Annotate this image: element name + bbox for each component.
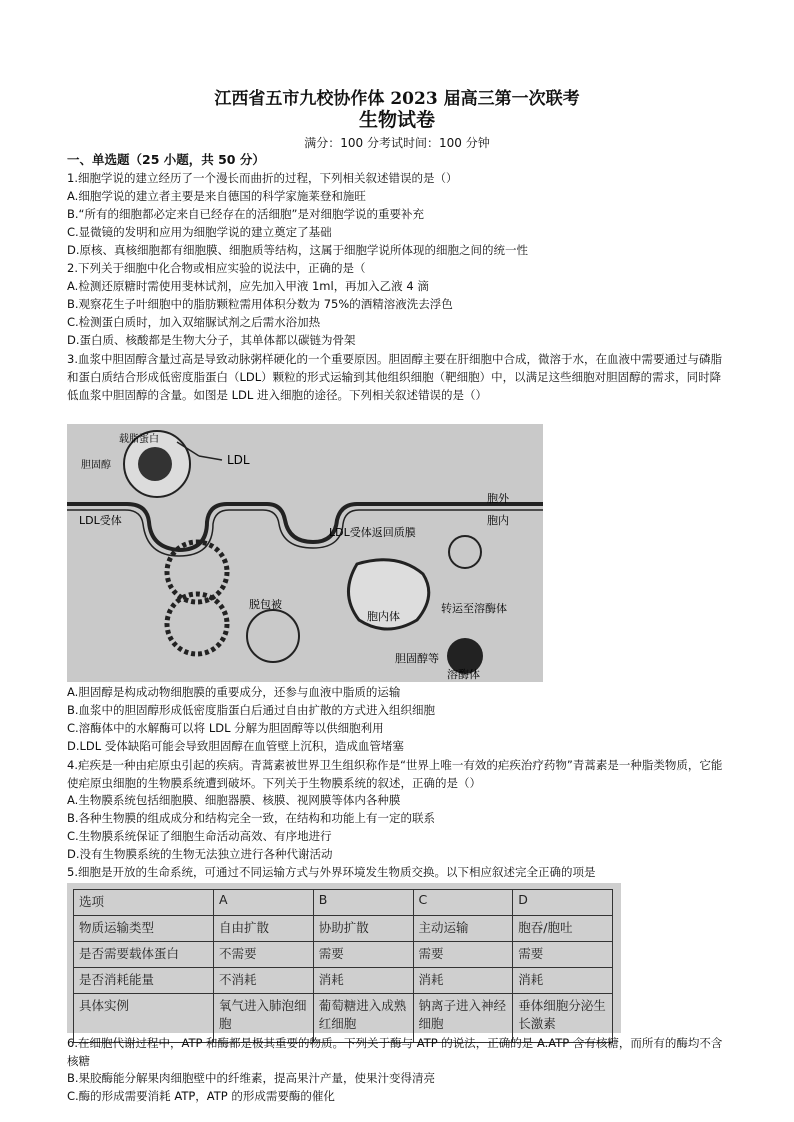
table-cell: B <box>313 890 413 916</box>
q3-option-c: C.溶酶体中的水解酶可以将 LDL 分解为胆固醇等以供细胞利用 <box>67 721 384 735</box>
q3-option-a: A.胆固醇是构成动物细胞膜的重要成分，还参与血液中脂质的运输 <box>67 685 401 699</box>
table-cell: 需要 <box>513 942 613 968</box>
q1-option-a: A.细胞学说的建立者主要是来自德国的科学家施莱登和施旺 <box>67 189 366 203</box>
table-cell: 主动运输 <box>413 916 513 942</box>
q1-option-c: C.显微镜的发明和应用为细胞学说的建立奠定了基础 <box>67 225 332 239</box>
q4-option-c: C.生物膜系统保证了细胞生命活动高效、有序地进行 <box>67 829 332 843</box>
q3-option-d: D.LDL 受体缺陷可能会导致胆固醇在血管壁上沉积，造成血管堵塞 <box>67 739 404 753</box>
table-cell: 选项 <box>74 890 214 916</box>
table-cell: 消耗 <box>313 968 413 994</box>
table-cell: 胞吞/胞吐 <box>513 916 613 942</box>
table-cell: 需要 <box>313 942 413 968</box>
table-cell: 具体实例 <box>74 994 214 1043</box>
table-cell: A <box>214 890 314 916</box>
fig-label-outside: 胞外 <box>487 492 509 505</box>
table-cell: 是否需要载体蛋白 <box>74 942 214 968</box>
table-cell: 不需要 <box>214 942 314 968</box>
table-header-row <box>74 890 613 916</box>
table-cell: 钠离子进入神经细胞 <box>413 994 513 1043</box>
table-cell: 氧气进入肺泡细胞 <box>214 994 314 1043</box>
fig-label-inside: 胞内 <box>487 514 509 527</box>
q2-option-c: C.检测蛋白质时，加入双缩脲试剂之后需水浴加热 <box>67 315 321 329</box>
q6-option-b: B.果胶酶能分解果肉细胞壁中的纤维素，提高果汁产量，使果汁变得清亮 <box>67 1071 436 1085</box>
table-cell: 自由扩散 <box>214 916 314 942</box>
table-cell: 协助扩散 <box>313 916 413 942</box>
table-row <box>74 942 613 968</box>
table-cell: 不消耗 <box>214 968 314 994</box>
fig-label-apoprotein: 载脂蛋白 <box>119 434 159 445</box>
fig-label-endosome: 胞内体 <box>367 610 400 623</box>
q4-stem: 4.疟疾是一种由疟原虫引起的疾病。青蒿素被世界卫生组织称作是“世界上唯一有效的疟疾治疗药物”青蒿素是一种脂类物质，它能使疟原虫细胞的生物膜系统遭到破坏。下列关于生物膜系统的叙述，正确的是（） <box>67 758 723 790</box>
q6-option-c: C.酶的形成需要消耗 ATP，ATP 的形成需要酶的催化 <box>67 1089 335 1103</box>
fig-label-ldl: LDL <box>227 453 250 467</box>
fig-label-cholesterol: 胆固醇 <box>81 460 111 471</box>
table-row <box>74 968 613 994</box>
table-cell: 葡萄糖进入成熟红细胞 <box>313 994 413 1043</box>
q1-stem: 1.细胞学说的建立经历了一个漫长而曲折的过程，下列相关叙述错误的是（） <box>67 171 458 185</box>
q5-stem: 5.细胞是开放的生命系统，可通过不同运输方式与外界环境发生物质交换。以下相应叙述完全正确的项是 <box>67 865 596 879</box>
q2-option-a: A.检测还原糖时需使用斐林试剂，应先加入甲液 1ml，再加入乙液 4 滴 <box>67 279 429 293</box>
q2-stem: 2.下列关于细胞中化合物或相应实验的说法中，正确的是（ <box>67 261 366 275</box>
table-cell: 是否消耗能量 <box>74 968 214 994</box>
table-cell: 消耗 <box>413 968 513 994</box>
q1-option-d: D.原核、真核细胞都有细胞膜、细胞质等结构，这属于细胞学说所体现的细胞之间的统一性 <box>67 243 529 257</box>
q5-options-table <box>67 883 621 1033</box>
fig-label-lysosome: 溶酶体 <box>447 668 480 681</box>
exam-title: 江西省五市九校协作体 2023 届高三第一次联考 <box>214 89 580 109</box>
q4-option-a: A.生物膜系统包括细胞膜、细胞器膜、核膜、视网膜等体内各种膜 <box>67 793 401 807</box>
fig-label-return: LDL受体返回质膜 <box>329 526 416 539</box>
q4-option-d: D.没有生物膜系统的生物无法独立进行各种代谢活动 <box>67 847 333 861</box>
q3-option-b: B.血浆中的胆固醇形成低密度脂蛋白后通过自由扩散的方式进入组织细胞 <box>67 703 436 717</box>
q1-option-b: B.“所有的细胞都必定来自已经存在的活细胞”是对细胞学说的重要补充 <box>67 207 424 221</box>
table-cell: 消耗 <box>513 968 613 994</box>
ldl-pathway-figure <box>67 424 543 682</box>
q2-option-b: B.观察花生子叶细胞中的脂肪颗粒需用体积分数为 75%的酒精溶液洗去浮色 <box>67 297 453 311</box>
table-row <box>74 916 613 942</box>
table-cell: C <box>413 890 513 916</box>
subject-title: 生物试卷 <box>358 109 435 131</box>
exam-meta: 满分：100 分考试时间：100 分钟 <box>304 136 490 150</box>
table-cell: 需要 <box>413 942 513 968</box>
q3-stem: 3.血浆中胆固醇含量过高是导致动脉粥样硬化的一个重要原因。胆固醇主要在肝细胞中合成，微溶于水，在血液中需要通过与磷脂和蛋白质结合形成低密度脂蛋白（LDL）颗粒的形式运输到其他组织细胞（靶细胞）中，以满足这些细胞对胆固醇的需求，同时降低血浆中胆固醇的含量。如图是 LDL 进入细胞的途径。下列相关叙述错误的是（） <box>67 352 722 402</box>
q4-option-b: B.各种生物膜的组成成分和结构完全一致，在结构和功能上有一定的联系 <box>67 811 436 825</box>
section-heading: 一、单选题（25 小题，共 50 分） <box>67 152 265 167</box>
q2-option-d: D.蛋白质、核酸都是生物大分子，其单体都以碳链为骨架 <box>67 333 356 347</box>
q6-stem: 6.在细胞代谢过程中，ATP 和酶都是极其重要的物质。下列关于酶与 ATP 的说法，正确的是 A.ATP 含有核糖，而所有的酶均不含核糖 <box>67 1036 723 1068</box>
fig-label-to-lysosome: 转运至溶酶体 <box>441 602 507 615</box>
table-cell: 垂体细胞分泌生长激素 <box>513 994 613 1043</box>
fig-label-receptor: LDL受体 <box>79 514 122 527</box>
table-cell: 物质运输类型 <box>74 916 214 942</box>
table-cell: D <box>513 890 613 916</box>
fig-label-cholesterol-etc: 胆固醇等 <box>395 652 439 665</box>
fig-label-uncoat: 脱包被 <box>249 598 282 611</box>
